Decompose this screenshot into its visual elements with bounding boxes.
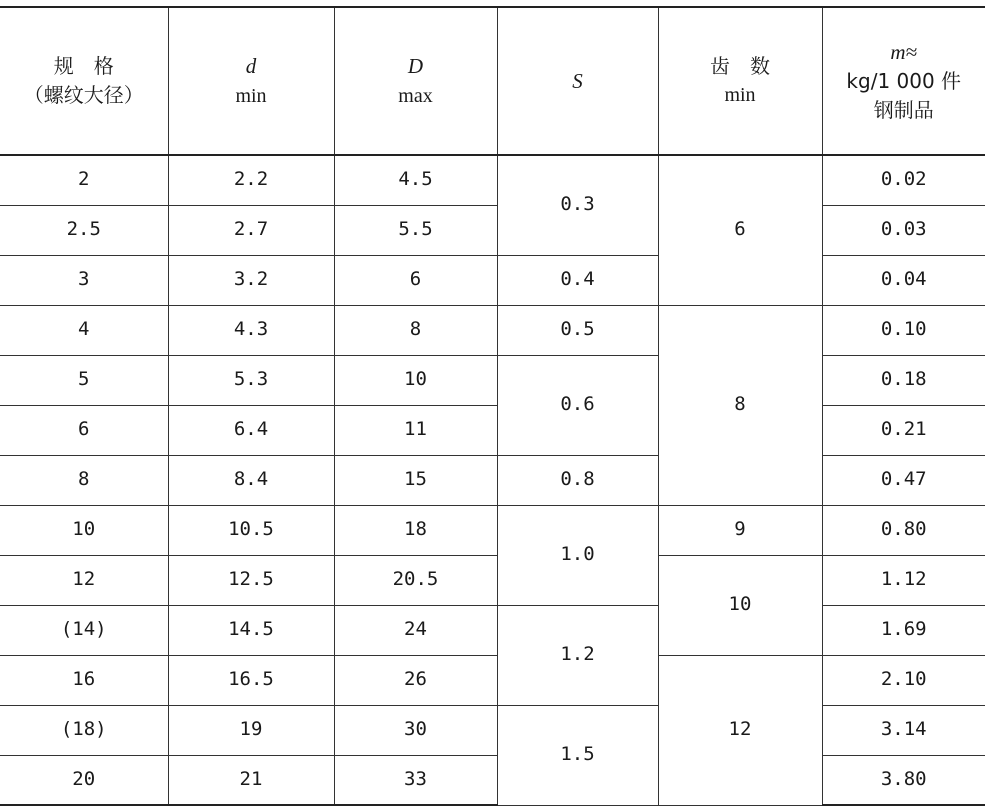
cell-d: 5.3: [168, 355, 334, 405]
cell-d: 2.7: [168, 205, 334, 255]
cell-spec: 6: [0, 405, 168, 455]
cell-spec: (18): [0, 705, 168, 755]
table-row: [0, 155, 985, 205]
header-D: [334, 7, 497, 155]
header-S-symbol: S: [572, 68, 583, 93]
spec-table: [0, 6, 985, 806]
cell-D: 26: [334, 655, 497, 705]
cell-mass: 3.14: [822, 705, 985, 755]
header-teeth: [658, 7, 822, 155]
cell-mass: 3.80: [822, 755, 985, 805]
cell-mass: 0.10: [822, 305, 985, 355]
cell-spec: 4: [0, 305, 168, 355]
cell-teeth: 8: [658, 305, 822, 505]
cell-mass: 0.47: [822, 455, 985, 505]
header-d-symbol: d: [245, 54, 257, 79]
cell-d: 14.5: [168, 605, 334, 655]
cell-d: 4.3: [168, 305, 334, 355]
table-row: [0, 205, 985, 255]
header-teeth-sub: min: [724, 84, 756, 106]
header-D-sub: max: [398, 84, 433, 107]
table-row: [0, 255, 985, 305]
table-row: [0, 355, 985, 405]
cell-spec: 2.5: [0, 205, 168, 255]
cell-D: 6: [334, 255, 497, 305]
header-row: [0, 7, 985, 155]
table-row: [0, 605, 985, 655]
table-row: [0, 755, 985, 805]
cell-d: 6.4: [168, 405, 334, 455]
cell-S: 1.2: [497, 605, 658, 705]
cell-S: 0.8: [497, 455, 658, 505]
cell-d: 8.4: [168, 455, 334, 505]
table-row: [0, 705, 985, 755]
cell-spec: 8: [0, 455, 168, 505]
cell-d: 10.5: [168, 505, 334, 555]
cell-D: 30: [334, 705, 497, 755]
cell-D: 11: [334, 405, 497, 455]
cell-mass: 1.12: [822, 555, 985, 605]
cell-S: 0.3: [497, 155, 658, 255]
cell-spec: 20: [0, 755, 168, 805]
cell-spec: 2: [0, 155, 168, 205]
cell-mass: 1.69: [822, 605, 985, 655]
cell-D: 4.5: [334, 155, 497, 205]
cell-spec: (14): [0, 605, 168, 655]
cell-spec: 16: [0, 655, 168, 705]
cell-S: 0.5: [497, 305, 658, 355]
header-d: [168, 7, 334, 155]
header-teeth-title: 齿 数: [710, 54, 770, 78]
cell-mass: 0.03: [822, 205, 985, 255]
cell-d: 19: [168, 705, 334, 755]
cell-mass: 0.80: [822, 505, 985, 555]
header-d-sub: min: [235, 84, 267, 107]
table-row: [0, 655, 985, 705]
cell-d: 16.5: [168, 655, 334, 705]
header-mass-note: 钢制品: [873, 98, 934, 123]
header-spec-title: 规 格: [53, 54, 114, 78]
cell-S: 0.4: [497, 255, 658, 305]
cell-teeth: 6: [658, 155, 822, 305]
cell-d: 2.2: [168, 155, 334, 205]
cell-D: 8: [334, 305, 497, 355]
cell-D: 10: [334, 355, 497, 405]
cell-D: 33: [334, 755, 497, 805]
table-row: [0, 405, 985, 455]
cell-teeth: 9: [658, 505, 822, 555]
header-mass: [822, 7, 985, 155]
cell-S: 1.5: [497, 705, 658, 805]
cell-S: 1.0: [497, 505, 658, 605]
header-mass-unit: kg/1 000 件: [846, 69, 962, 94]
cell-d: 12.5: [168, 555, 334, 605]
header-S: [497, 7, 658, 155]
cell-mass: 2.10: [822, 655, 985, 705]
cell-D: 15: [334, 455, 497, 505]
table-row: [0, 305, 985, 355]
cell-S: 0.6: [497, 355, 658, 455]
header-spec: [0, 7, 168, 155]
cell-D: 20.5: [334, 555, 497, 605]
cell-teeth: 10: [658, 555, 822, 655]
cell-mass: 0.04: [822, 255, 985, 305]
cell-mass: 0.18: [822, 355, 985, 405]
header-D-symbol: D: [407, 54, 424, 79]
cell-d: 3.2: [168, 255, 334, 305]
cell-D: 5.5: [334, 205, 497, 255]
header-spec-subtitle: （螺纹大径）: [23, 83, 144, 107]
header-mass-symbol: m≈: [890, 39, 918, 64]
table-row: [0, 555, 985, 605]
cell-spec: 3: [0, 255, 168, 305]
cell-D: 24: [334, 605, 497, 655]
cell-spec: 10: [0, 505, 168, 555]
cell-mass: 0.21: [822, 405, 985, 455]
cell-D: 18: [334, 505, 497, 555]
table-row: [0, 505, 985, 555]
table-row: [0, 455, 985, 505]
cell-spec: 5: [0, 355, 168, 405]
cell-teeth: 12: [658, 655, 822, 805]
cell-spec: 12: [0, 555, 168, 605]
cell-mass: 0.02: [822, 155, 985, 205]
cell-d: 21: [168, 755, 334, 805]
